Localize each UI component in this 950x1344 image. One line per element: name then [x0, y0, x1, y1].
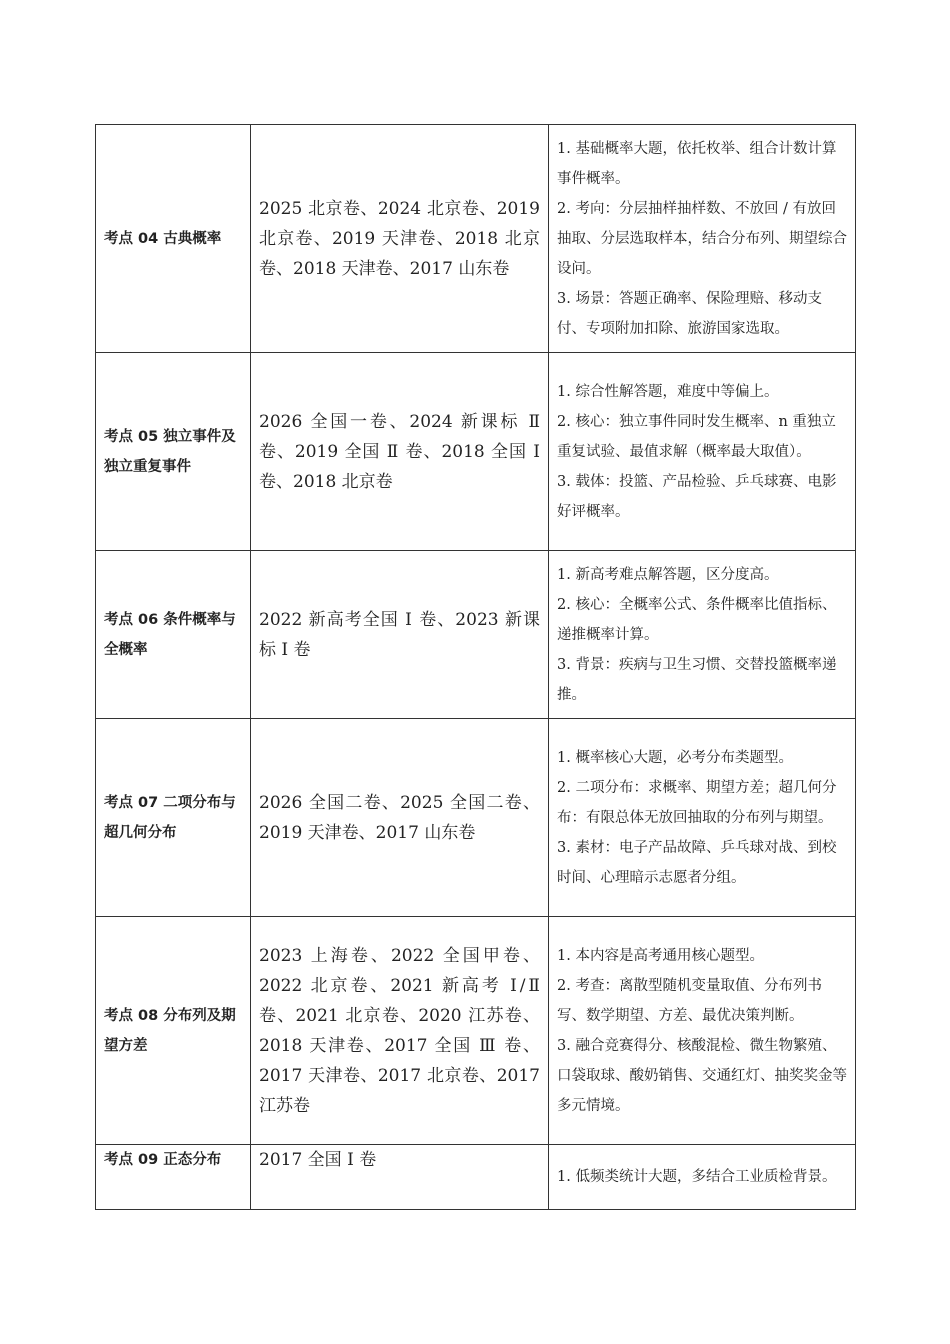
topic-name: 考点 09 正态分布 — [96, 1145, 251, 1210]
table-row — [96, 551, 856, 719]
topic-name: 考点 06 条件概率与全概率 — [96, 551, 251, 719]
topic-name: 考点 05 独立事件及独立重复事件 — [96, 353, 251, 551]
topic-name: 考点 08 分布列及期望方差 — [96, 917, 251, 1145]
table-row — [96, 125, 856, 353]
exam-sources: 2023 上海卷、2022 全国甲卷、2022 北京卷、2021 新高考 Ⅰ/Ⅱ 卷、2021 北京卷、2020 江苏卷、2018 天津卷、2017 全国 Ⅲ 卷、2017 天津卷、2017 北京卷、2017 江苏卷 — [251, 917, 549, 1145]
topic-notes — [549, 353, 856, 551]
topic-notes — [549, 719, 856, 917]
note-line: 2. 核心：全概率公式、条件概率比值指标、递推概率计算。 — [557, 596, 837, 643]
table-row — [96, 353, 856, 551]
note-line: 2. 二项分布：求概率、期望方差；超几何分布：有限总体无放回抽取的分布列与期望。 — [557, 779, 837, 826]
note-line: 1. 基础概率大题，依托枚举、组合计数计算事件概率。 — [557, 140, 837, 187]
note-line: 3. 素材：电子产品故障、乒乓球对战、到校时间、心理暗示志愿者分组。 — [557, 839, 837, 886]
topic-notes — [549, 1145, 856, 1210]
exam-topics-table — [95, 124, 856, 1210]
note-line: 3. 背景：疾病与卫生习惯、交替投篮概率递推。 — [557, 656, 837, 703]
note-line: 2. 考向：分层抽样抽样数、不放回 / 有放回抽取、分层选取样本，结合分布列、期望综合设问。 — [557, 200, 847, 277]
note-line: 3. 载体：投篮、产品检验、乒乓球赛、电影好评概率。 — [557, 473, 837, 520]
note-line: 1. 概率核心大题，必考分布类题型。 — [557, 749, 793, 766]
exam-sources: 2022 新高考全国 Ⅰ 卷、2023 新课标 Ⅰ 卷 — [251, 551, 549, 719]
table-row — [96, 917, 856, 1145]
note-line: 1. 新高考难点解答题，区分度高。 — [557, 566, 779, 583]
topic-notes — [549, 551, 856, 719]
topic-name: 考点 07 二项分布与超几何分布 — [96, 719, 251, 917]
topic-notes — [549, 125, 856, 353]
exam-sources: 2026 全国一卷、2024 新课标 Ⅱ 卷、2019 全国 Ⅱ 卷、2018 全国 Ⅰ 卷、2018 北京卷 — [251, 353, 549, 551]
exam-sources: 2025 北京卷、2024 北京卷、2019 北京卷、2019 天津卷、2018 北京卷、2018 天津卷、2017 山东卷 — [251, 125, 549, 353]
note-line: 1. 低频类统计大题，多结合工业质检背景。 — [557, 1169, 837, 1185]
note-line: 2. 考查：离散型随机变量取值、分布列书写、数学期望、方差、最优决策判断。 — [557, 977, 822, 1024]
note-line: 2. 核心：独立事件同时发生概率、n 重独立重复试验、最值求解（概率最大取值）。 — [557, 413, 836, 460]
table-row — [96, 1145, 856, 1210]
note-line: 3. 场景：答题正确率、保险理赔、移动支付、专项附加扣除、旅游国家选取。 — [557, 290, 822, 337]
topic-notes — [549, 917, 856, 1145]
note-line: 1. 本内容是高考通用核心题型。 — [557, 947, 764, 964]
topic-name: 考点 04 古典概率 — [96, 125, 251, 353]
table-row — [96, 719, 856, 917]
exam-sources: 2017 全国 Ⅰ 卷 — [251, 1145, 549, 1210]
exam-sources: 2026 全国二卷、2025 全国二卷、2019 天津卷、2017 山东卷 — [251, 719, 549, 917]
note-line: 3. 融合竞赛得分、核酸混检、微生物繁殖、口袋取球、酸奶销售、交通红灯、抽奖奖金等多元情境。 — [557, 1037, 847, 1114]
note-line: 1. 综合性解答题，难度中等偏上。 — [557, 383, 779, 400]
